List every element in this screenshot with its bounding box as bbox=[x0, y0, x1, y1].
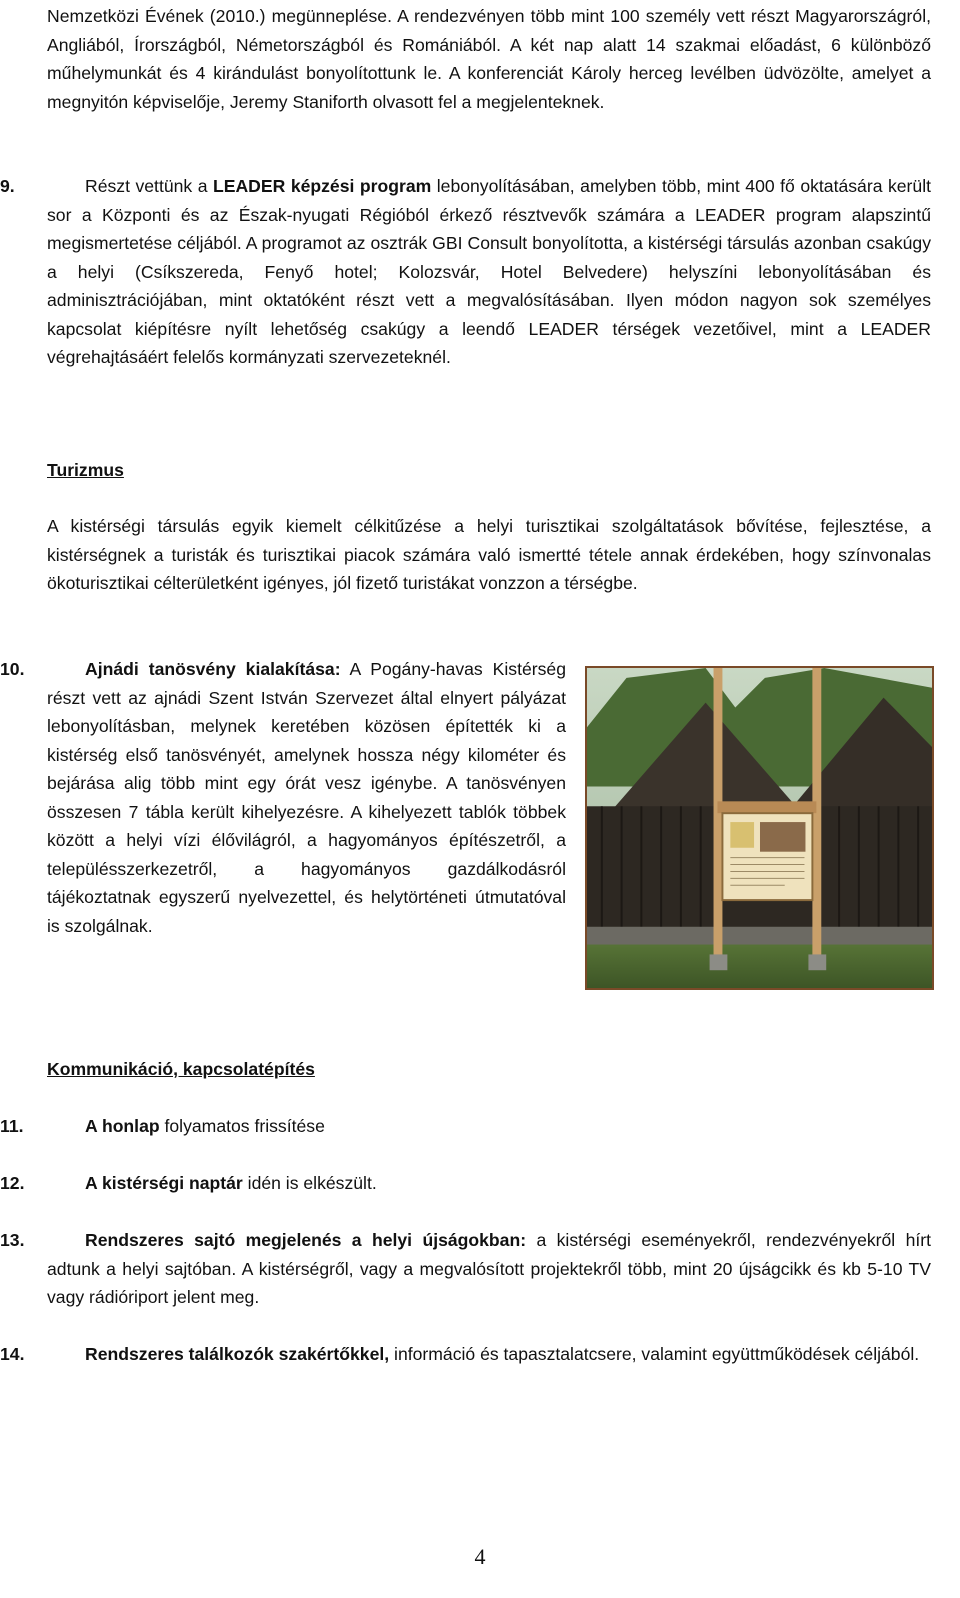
item-10-paragraph bbox=[0, 655, 567, 940]
item-12-number: 12. bbox=[0, 1173, 25, 1193]
item-11-number: 11. bbox=[0, 1116, 24, 1136]
item-12-bold: A kistérségi naptár bbox=[85, 1173, 243, 1193]
item-12-text: idén is elkészült. bbox=[242, 1173, 377, 1193]
item-10-number: 10. bbox=[0, 659, 25, 679]
nature-trail-photo bbox=[585, 666, 934, 990]
item-14-paragraph bbox=[0, 1340, 931, 1369]
communication-heading: Kommunikáció, kapcsolatépítés bbox=[47, 1059, 315, 1079]
item-9-text: lebonyolításában, amelyben több, mint 400 fő oktatására került sor a Központi és az Észak-nyugati Régióból érkező résztvevők számára a LEADER program alapszintű megismertetése céljából. A programot az osztrák GBI Consult bonyolította, a kistérségi társulás azonban csakúgy a helyi (Csíkszereda, Fenyő hotel; Kolozsvár, Hotel Belvedere) helyszíni lebonyolításában és adminisztrációjában, mint oktatóként részt vett a megvalósításában. Ilyen módon nagyon sok személyes kapcsolat kiépítésre nyílt lehetőség csakúgy a leendő LEADER térségek vezetőivel, mint a LEADER végrehajtásáért felelős kormányzati szervezeteknél. bbox=[47, 176, 931, 367]
tourism-paragraph: A kistérségi társulás egyik kiemelt célkitűzése a helyi turisztikai szolgáltatások bővítése, fejlesztése, a kistérségnek a turisták és turisztikai piacok számára való ismertté tétele annak érdekében, hogy színvonalas ökoturisztikai célterületként igényes, jól fizető turistákat vonzzon a térségbe. bbox=[47, 516, 931, 593]
item-13-paragraph bbox=[0, 1226, 931, 1312]
item-10-bold: Ajnádi tanösvény kialakítása: bbox=[85, 659, 341, 679]
item-13-number: 13. bbox=[0, 1230, 25, 1250]
item-11-bold: A honlap bbox=[85, 1116, 160, 1136]
item-14-bold: Rendszeres találkozók szakértőkkel, bbox=[85, 1344, 390, 1364]
nature-trail-image bbox=[587, 668, 932, 988]
item-11-text: folyamatos frissítése bbox=[159, 1116, 325, 1136]
item-9-bold: LEADER képzési program bbox=[212, 176, 432, 196]
item-13-bold: Rendszeres sajtó megjelenés a helyi újságokban: bbox=[85, 1230, 527, 1250]
item-10-text: A Pogány-havas Kistérség részt vett az ajnádi Szent István Szervezet által elnyert pályázat lebonyolításban, melynek keretében közösen építették ki a kistérség első tanösvényét, amelynek hossza négy kilométer és bejárása alig több mint egy órát vesz igénybe. A tanösvényen összesen 7 tábla került kihelyezésre. A kihelyezett tablók többek között a helyi vízi élővilágról, a hagyományos építészetről, a településszerkezetről, a hagyományos gazdálkodásról tájékoztatnak egyszerű nyelvezettel, és helytörténeti útmutatóval is szolgálnak. bbox=[47, 659, 567, 936]
tourism-heading: Turizmus bbox=[47, 460, 124, 480]
item-9-pre: Részt vettünk a bbox=[85, 176, 213, 196]
page-number: 4 bbox=[474, 1544, 486, 1569]
item-13-text: a kistérségi eseményekről, rendezvényekről hírt adtunk a helyi sajtóban. A kistérségről, vagy a megvalósított projektekről több, mint 20 újságcikk és kb 5-10 TV vagy rádióriport jelent meg. bbox=[47, 1230, 931, 1307]
item-9-number: 9. bbox=[0, 176, 15, 196]
item-9-paragraph bbox=[0, 172, 931, 372]
intro-paragraph: Nemzetközi Évének (2010.) megünneplése. A rendezvényen több mint 100 személy vett részt Magyarországról, Angliából, Írországból, Németországból és Romániából. A két nap alatt 14 szakmai előadást, 6 különböző műhelymunkát és 4 kirándulást bonyolítottunk le. A konferenciát Károly herceg levélben üdvözölte, amelyet a megnyitón képviselője, Jeremy Staniforth olvasott fel a megjelenteknek. bbox=[47, 6, 931, 112]
item-14-number: 14. bbox=[0, 1344, 25, 1364]
item-14-text: információ és tapasztalatcsere, valamint együttműködések céljából. bbox=[389, 1344, 920, 1364]
